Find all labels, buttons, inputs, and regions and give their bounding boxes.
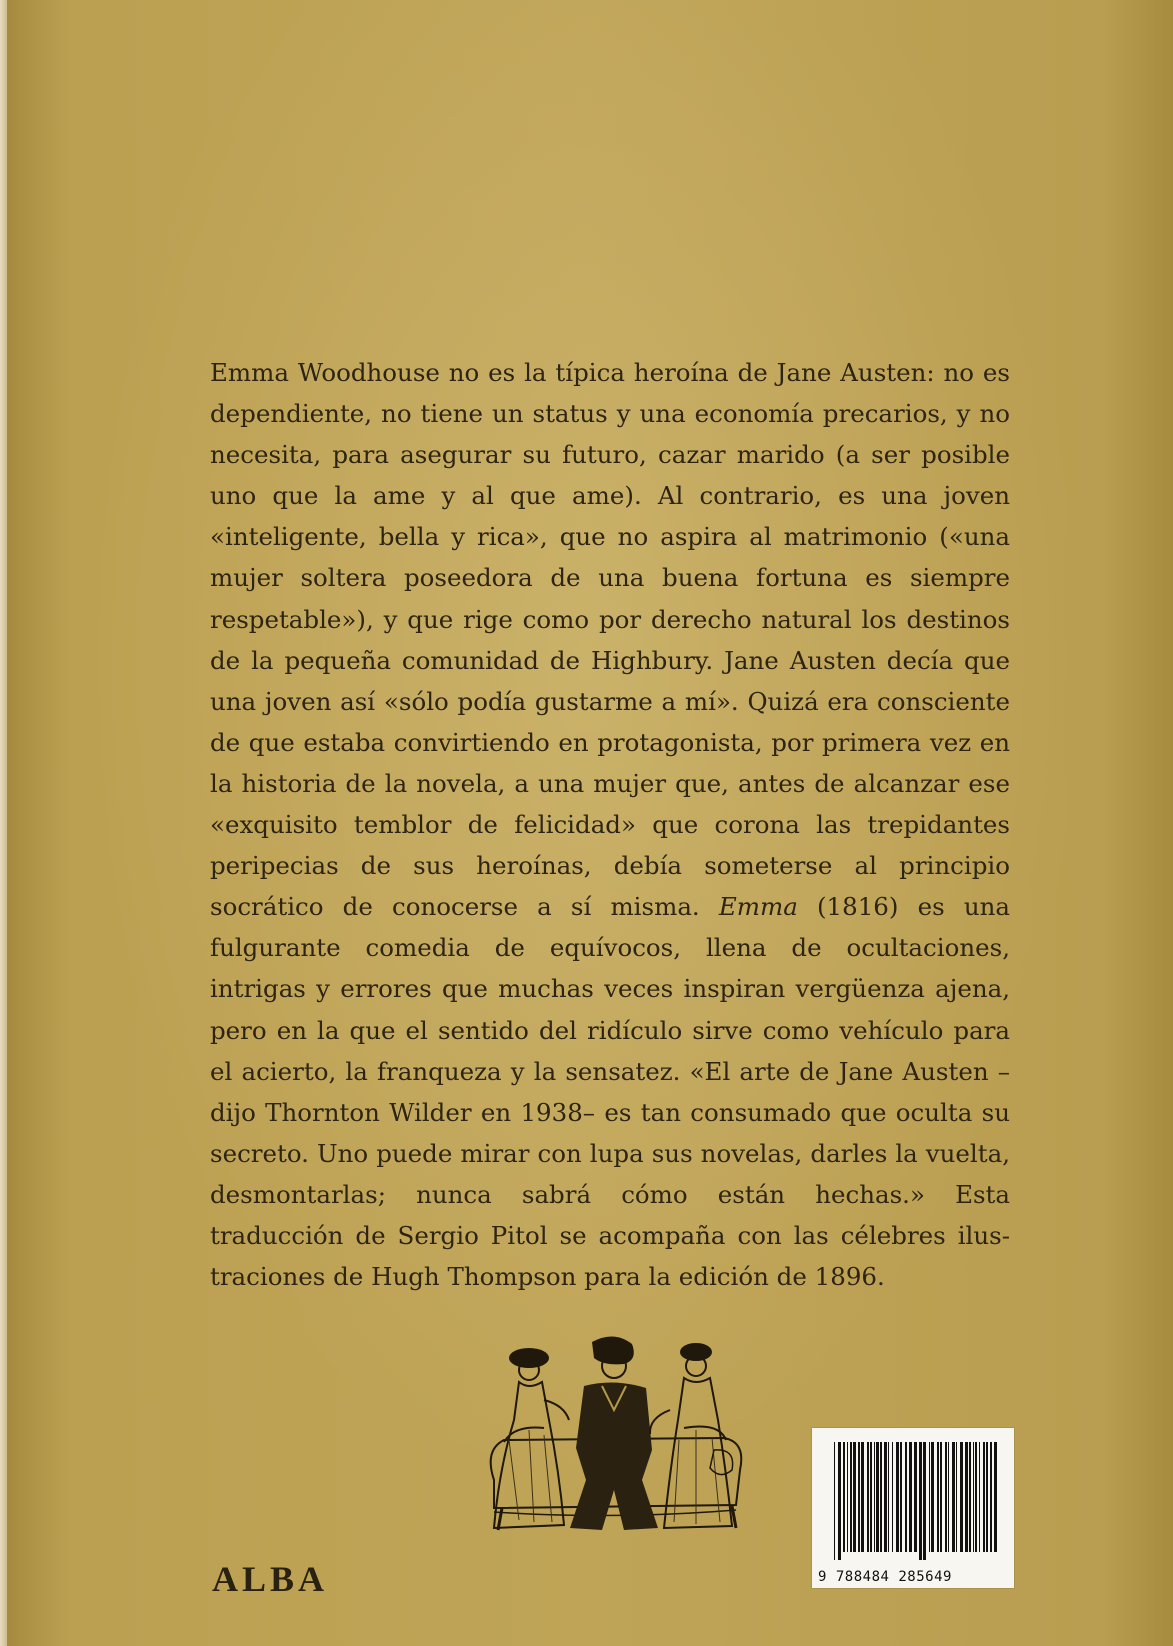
barcode-bar bbox=[909, 1442, 912, 1552]
barcode-bars bbox=[832, 1442, 1002, 1560]
publisher-logo: ALBA bbox=[212, 1559, 329, 1599]
barcode-bar bbox=[994, 1442, 997, 1552]
synopsis-part-2: (1816) es una fulgurante comedia de equívocos, llena de ocultaciones, intrigas y errores que muchas veces inspiran vergüenza ajena, pero en la que el sentido del ridículo sirve como vehículo para el acierto, la franqueza y la sensatez. «El arte de Jane Austen –dijo Thornton Wilder en 1938– es tan consumado que oculta su secreto. Uno puede mirar con lupa sus novelas, darles la vuelta, desmontarlas; nunca sabrá cómo están hechas.» Esta traducción de Sergio Pitol se acompaña con las célebres ilustraciones de Hugh Thompson para la edición de 1896. bbox=[210, 892, 1010, 1292]
barcode bbox=[812, 1428, 1014, 1588]
barcode-bar bbox=[874, 1442, 875, 1552]
barcode-bar bbox=[929, 1442, 930, 1552]
barcode-bar bbox=[986, 1442, 988, 1552]
barcode-bar bbox=[975, 1442, 977, 1552]
barcode-bar bbox=[969, 1442, 971, 1552]
barcode-bar bbox=[983, 1442, 985, 1552]
barcode-bar bbox=[973, 1442, 974, 1552]
barcode-bar bbox=[834, 1442, 835, 1560]
barcode-bar bbox=[892, 1442, 893, 1552]
barcode-bar bbox=[919, 1442, 922, 1560]
synopsis-text bbox=[210, 352, 1010, 1297]
barcode-bar bbox=[843, 1442, 845, 1552]
isbn-number: 9 788484 285649 bbox=[818, 1569, 952, 1585]
barcode-bar bbox=[876, 1442, 879, 1552]
synopsis-part-1: Emma Woodhouse no es la típica heroína de Jane Austen: no es dependiente, no tiene un status y una economía precarios, y no necesita, para asegurar su futuro, cazar marido (a ser posible uno que la ame y al que ame). Al contrario, es una joven «inteligente, bella y rica», que no aspira al matrimonio («una mujer soltera poseedora de una buena fortuna es siempre respetable»), y que rige como por derecho natural los destinos de la pequeña comunidad de Highbury. Jane Austen decía que una joven así «sólo podía gustarme a mí». Quizá era consciente de que estaba convirtiendo en protagonista, por primera vez en la historia de la novela, a una mujer que, antes de alcanzar ese «exquisito temblor de felicidad» que corona las trepidantes peripecias de sus heroínas, debía someterse al principio socrático de conocerse a sí misma. bbox=[210, 358, 1010, 922]
barcode-bar bbox=[847, 1442, 848, 1552]
barcode-bar bbox=[838, 1442, 841, 1560]
barcode-bar bbox=[896, 1442, 899, 1552]
cover-edge bbox=[0, 0, 7, 1646]
barcode-bar bbox=[888, 1442, 889, 1552]
barcode-bar bbox=[900, 1442, 902, 1552]
barcode-bar bbox=[867, 1442, 869, 1552]
barcode-bar bbox=[905, 1442, 907, 1552]
barcode-bar bbox=[948, 1442, 949, 1552]
barcode-bar bbox=[940, 1442, 942, 1552]
barcode-bar bbox=[937, 1442, 939, 1552]
barcode-bar bbox=[965, 1442, 968, 1552]
barcode-bar bbox=[923, 1442, 926, 1560]
barcode-bar bbox=[914, 1442, 917, 1552]
barcode-bar bbox=[956, 1442, 957, 1552]
barcode-bar bbox=[870, 1442, 872, 1552]
barcode-bar bbox=[861, 1442, 864, 1552]
barcode-bar bbox=[853, 1442, 856, 1552]
barcode-bar bbox=[945, 1442, 947, 1552]
barcode-bar bbox=[952, 1442, 955, 1552]
barcode-bar bbox=[979, 1442, 980, 1552]
book-title-italic: Emma bbox=[718, 892, 798, 922]
three-figures-on-sofa-icon bbox=[474, 1330, 754, 1540]
barcode-bar bbox=[850, 1442, 852, 1552]
barcode-bar bbox=[884, 1442, 887, 1552]
barcode-bar bbox=[880, 1442, 882, 1552]
barcode-bar bbox=[990, 1442, 992, 1552]
barcode-bar bbox=[858, 1442, 860, 1552]
barcode-bar bbox=[931, 1442, 934, 1552]
barcode-bar bbox=[960, 1442, 963, 1552]
